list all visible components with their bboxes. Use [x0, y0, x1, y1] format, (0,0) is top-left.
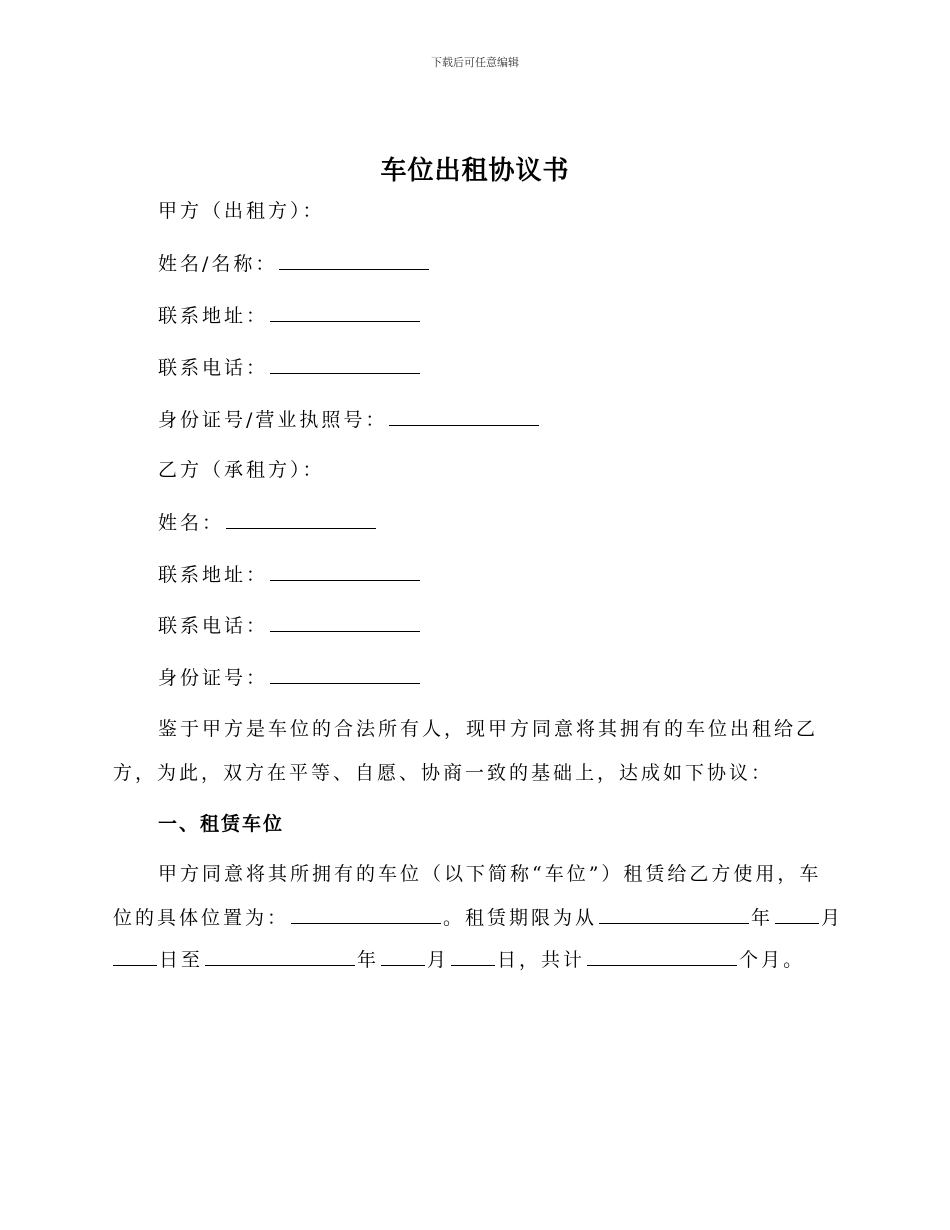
start-month-unit: 月 — [821, 907, 844, 929]
start-year-unit: 年 — [751, 907, 774, 929]
section-1-heading: 一、租赁车位 — [158, 813, 285, 835]
party-a-address-field[interactable] — [270, 303, 420, 322]
start-day-to-label: 日至 — [159, 949, 204, 971]
party-a-phone-label: 联系电话： — [158, 357, 269, 379]
party-a-heading: 甲方（出租方）： — [158, 200, 325, 222]
party-b-id-row — [158, 665, 422, 690]
party-a-phone-row — [158, 355, 422, 380]
party-b-heading: 乙方（承租方）： — [158, 459, 325, 481]
party-b-phone-row — [158, 613, 422, 638]
end-month-unit: 月 — [427, 949, 450, 971]
party-b-address-label: 联系地址： — [158, 564, 269, 586]
party-a-name-field[interactable] — [279, 251, 429, 270]
end-day-field[interactable] — [451, 947, 495, 966]
party-b-name-label: 姓名： — [158, 512, 225, 534]
start-day-field[interactable] — [113, 947, 157, 966]
section-1-line-1: 甲方同意将其所拥有的车位（以下简称“车位”）租赁给乙方使用，车 — [158, 863, 822, 885]
end-year-field[interactable] — [205, 947, 355, 966]
preamble-line-2: 方，为此，双方在平等、自愿、协商一致的基础上，达成如下协议： — [113, 762, 774, 784]
party-b-id-field[interactable] — [270, 665, 420, 684]
end-month-field[interactable] — [381, 947, 425, 966]
start-month-field[interactable] — [775, 905, 819, 924]
preamble-line-1: 鉴于甲方是车位的合法所有人，现甲方同意将其拥有的车位出租给乙 — [158, 718, 819, 740]
party-a-phone-field[interactable] — [270, 355, 420, 374]
party-a-id-label: 身份证号/营业执照号： — [158, 409, 388, 431]
party-b-address-row — [158, 562, 422, 587]
party-b-phone-field[interactable] — [270, 613, 420, 632]
party-a-address-row — [158, 303, 422, 328]
document-title: 车位出租协议书 — [380, 156, 570, 186]
party-b-address-field[interactable] — [270, 562, 420, 581]
end-year-unit: 年 — [357, 949, 380, 971]
party-a-name-label: 姓名/名称： — [158, 253, 278, 275]
party-b-name-field[interactable] — [226, 510, 376, 529]
location-label: 位的具体位置为： — [113, 907, 290, 929]
term-from-label: 。租赁期限为从 — [443, 907, 598, 929]
start-year-field[interactable] — [599, 905, 749, 924]
header-note: 下载后可任意编辑 — [431, 56, 519, 69]
total-label: 日，共计 — [497, 949, 586, 971]
location-field[interactable] — [291, 905, 441, 924]
party-b-name-row — [158, 510, 378, 535]
party-a-address-label: 联系地址： — [158, 305, 269, 327]
total-months-field[interactable] — [587, 947, 737, 966]
months-unit: 个月。 — [739, 949, 806, 971]
party-a-name-row — [158, 251, 431, 276]
party-a-id-field[interactable] — [389, 407, 539, 426]
party-a-id-row — [158, 407, 541, 432]
party-b-phone-label: 联系电话： — [158, 615, 269, 637]
section-1-line-3 — [113, 947, 805, 972]
section-1-line-2 — [113, 905, 843, 930]
party-b-id-label: 身份证号： — [158, 667, 269, 689]
